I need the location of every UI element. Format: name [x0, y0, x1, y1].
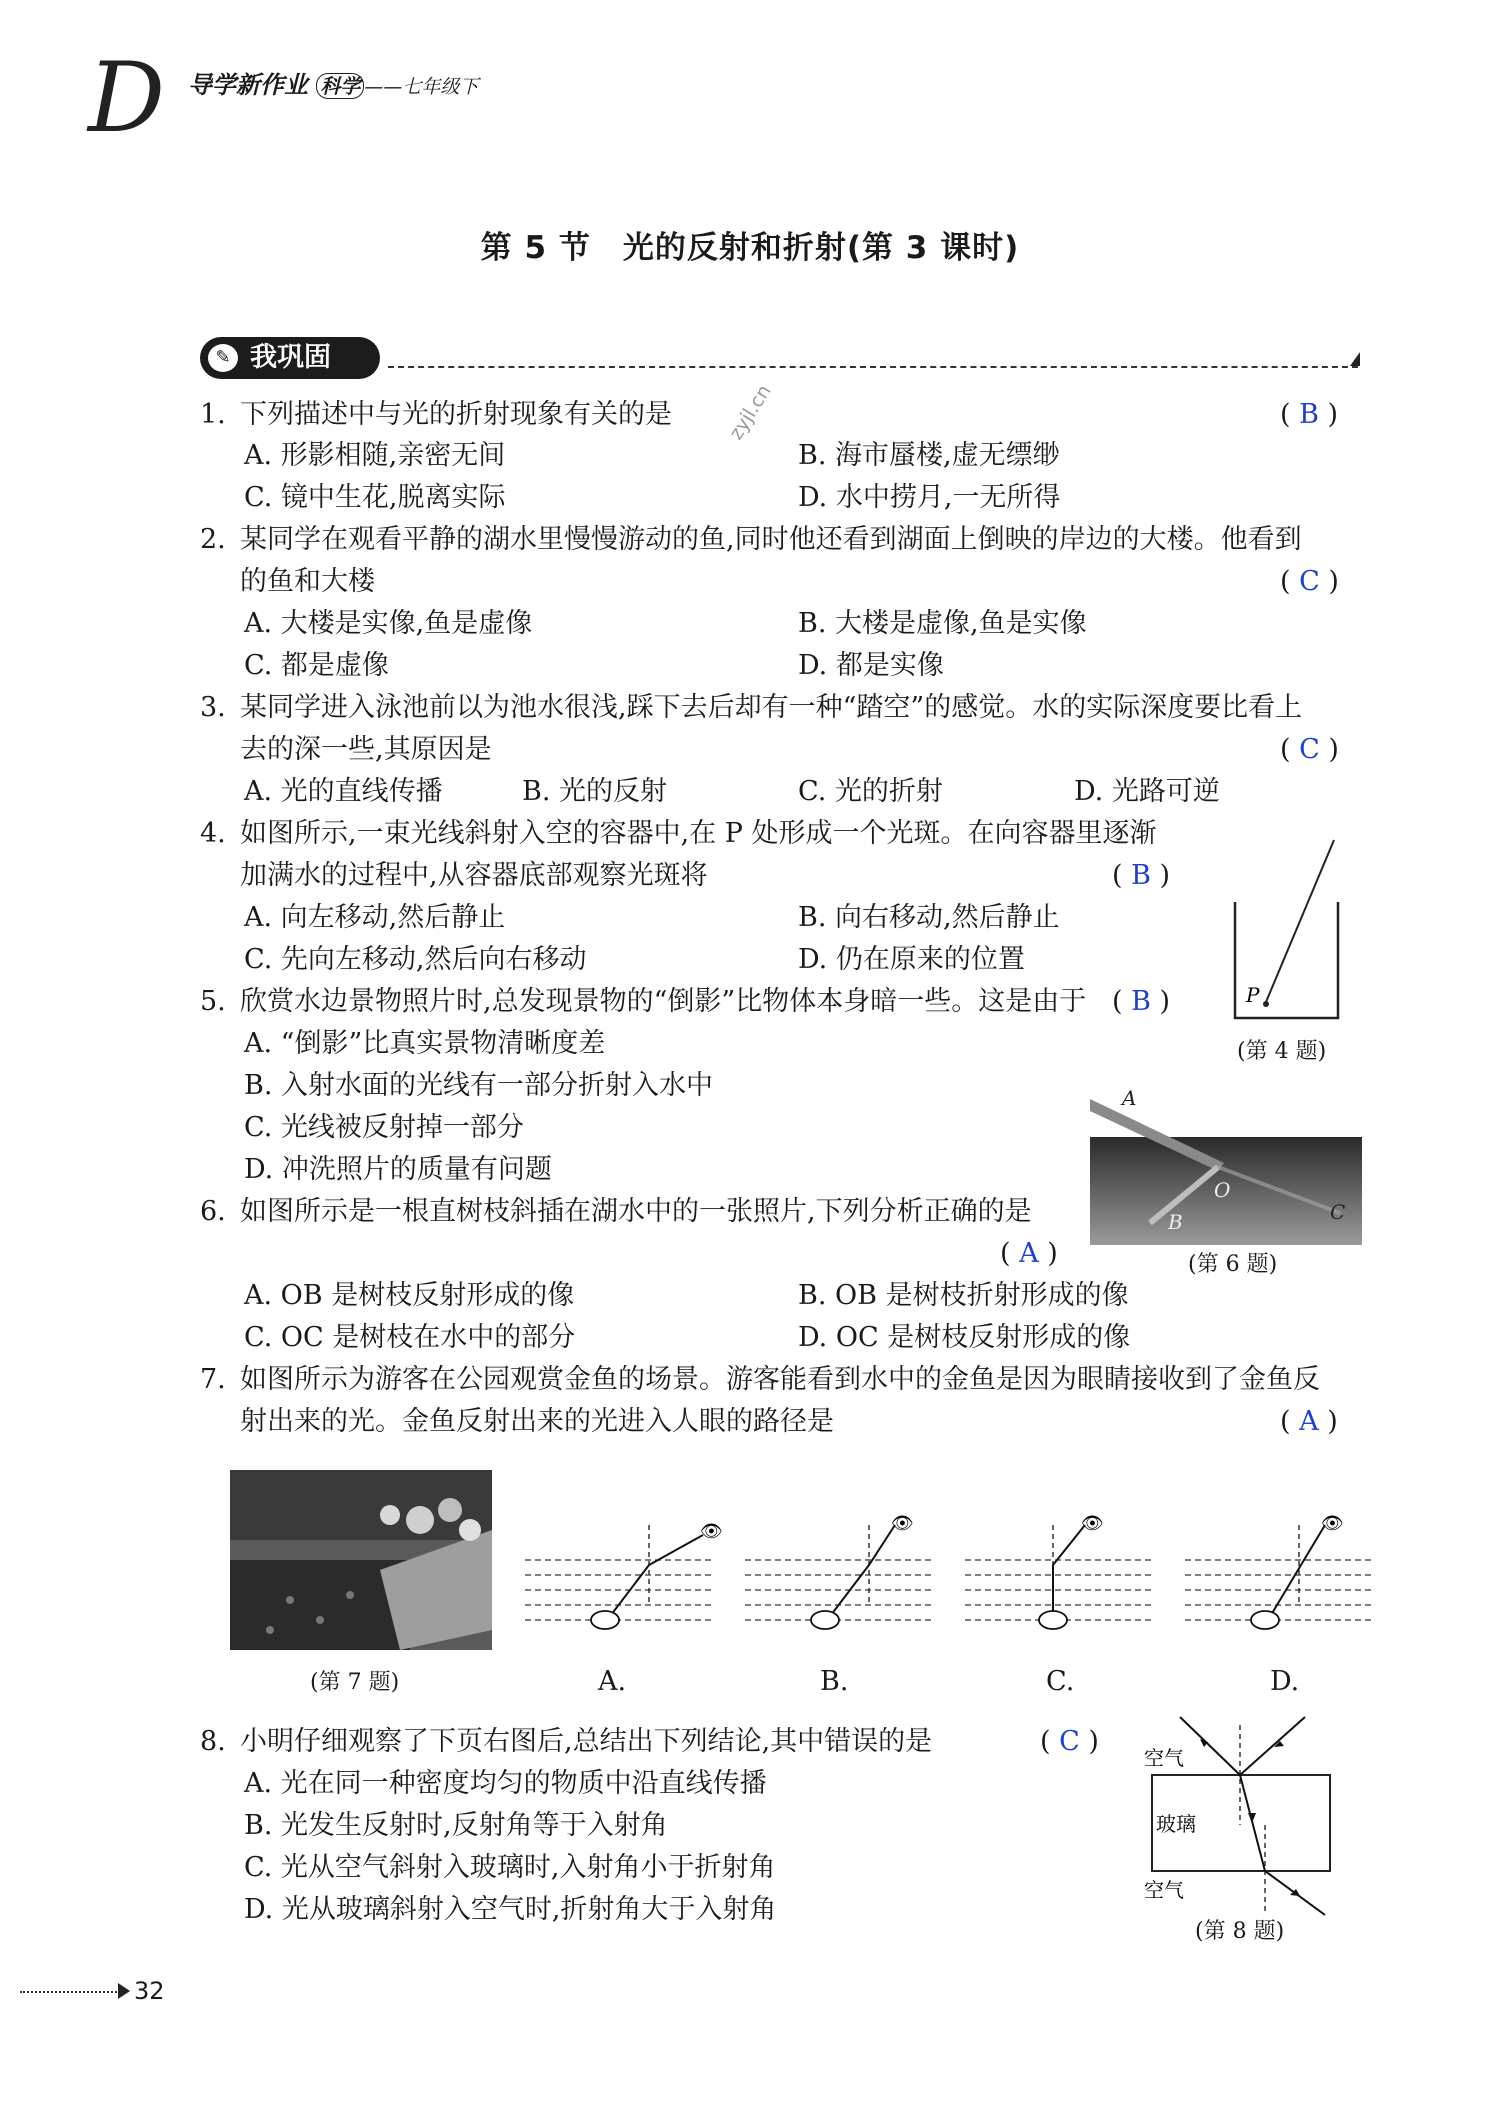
- q4-option-d: D. 仍在原来的位置: [798, 944, 1025, 975]
- q8-answer: ( C ): [1040, 1726, 1099, 1757]
- light-spot: [1263, 1001, 1269, 1007]
- q7-photo: [230, 1470, 492, 1650]
- reflected-ray: [1240, 1717, 1305, 1775]
- q4-option-a: A. 向左移动,然后静止: [244, 902, 506, 933]
- label-air-top: 空气: [1144, 1746, 1184, 1770]
- label-air-bottom: 空气: [1144, 1878, 1184, 1902]
- q8-figure: [1140, 1705, 1380, 1925]
- q4-stem-line1: 如图所示,一束光线斜射入空的容器中,在 P 处形成一个光斑。在向容器里逐渐: [240, 818, 1157, 849]
- q7-label-a: A.: [598, 1666, 627, 1697]
- q6-option-a: A. OB 是树枝反射形成的像: [244, 1280, 575, 1311]
- q5-option-c: C. 光线被反射掉一部分: [244, 1112, 524, 1143]
- q1-option-b: B. 海市蜃楼,虚无缥缈: [798, 440, 1060, 471]
- q8-option-d: D. 光从玻璃斜射入空气时,折射角大于入射角: [244, 1894, 777, 1925]
- q7-diagram-a: [525, 1515, 723, 1645]
- q5-option-b: B. 入射水面的光线有一部分折射入水中: [244, 1070, 714, 1101]
- label-a: A: [1122, 1086, 1137, 1110]
- pencil-icon: ✎: [208, 344, 238, 372]
- q6-figure: [1090, 1085, 1362, 1245]
- corner-mark-icon: [1350, 352, 1360, 366]
- q6-option-d: D. OC 是树枝反射形成的像: [798, 1322, 1131, 1353]
- label-o: O: [1214, 1178, 1231, 1202]
- q7-diagram-b: [745, 1515, 935, 1645]
- q8-option-c: C. 光从空气斜射入玻璃时,入射角小于折射角: [244, 1852, 776, 1883]
- section-divider: [388, 366, 1358, 368]
- q7-stem-line2: 射出来的光。金鱼反射出来的光进入人眼的路径是: [240, 1406, 834, 1437]
- q8-stem: 小明仔细观察了下页右图后,总结出下列结论,其中错误的是: [240, 1726, 933, 1757]
- q2-answer: ( C ): [1280, 566, 1339, 597]
- q3-answer: ( C ): [1280, 734, 1339, 765]
- q3-stem-line2: 去的深一些,其原因是: [240, 734, 492, 765]
- q7-answer: ( A ): [1280, 1406, 1338, 1437]
- q3-number: 3.: [200, 692, 226, 723]
- q6-answer: ( A ): [1000, 1238, 1058, 1269]
- q7-label-c: C.: [1046, 1666, 1075, 1697]
- q6-option-b: B. OB 是树枝折射形成的像: [798, 1280, 1129, 1311]
- label-b: B: [1168, 1210, 1183, 1234]
- q7-label-b: B.: [820, 1666, 849, 1697]
- arrow-right-icon: [118, 1983, 130, 1999]
- incident-ray: [1180, 1717, 1240, 1775]
- q1-option-a: A. 形影相随,亲密无间: [244, 440, 506, 471]
- q2-option-a: A. 大楼是实像,鱼是虚像: [244, 608, 533, 639]
- q5-stem: 欣赏水边景物照片时,总发现景物的“倒影”比物体本身暗一些。这是由于: [240, 986, 1087, 1017]
- light-ray: [1266, 840, 1334, 1002]
- q2-option-b: B. 大楼是虚像,鱼是实像: [798, 608, 1087, 639]
- q3-option-a: A. 光的直线传播: [244, 776, 443, 807]
- q8-number: 8.: [200, 1726, 226, 1757]
- label-p: P: [1246, 983, 1260, 1007]
- label-c: C: [1330, 1200, 1346, 1224]
- q5-option-d: D. 冲洗照片的质量有问题: [244, 1154, 552, 1185]
- q4-figure-caption: (第 4 题): [1237, 1039, 1327, 1064]
- svg-text:👁: 👁: [1081, 1513, 1104, 1534]
- book-title: 导学新作业: [188, 71, 308, 99]
- q7-number: 7.: [200, 1364, 226, 1395]
- q3-option-b: B. 光的反射: [522, 776, 668, 807]
- refracted-ray: [1240, 1775, 1265, 1871]
- q8-figure-caption: (第 8 题): [1195, 1919, 1285, 1944]
- section-header: 我巩固: [200, 337, 380, 379]
- q4-answer: ( B ): [1112, 860, 1171, 891]
- q5-option-a: A. “倒影”比真实景物清晰度差: [244, 1028, 606, 1059]
- label-glass: 玻璃: [1156, 1812, 1196, 1836]
- q3-option-c: C. 光的折射: [798, 776, 943, 807]
- q8-option-a: A. 光在同一种密度均匀的物质中沿直线传播: [244, 1768, 767, 1799]
- subject-badge: 科学: [316, 73, 364, 99]
- q6-stem: 如图所示是一根直树枝斜插在湖水中的一张照片,下列分析正确的是: [240, 1196, 1032, 1227]
- q2-stem-line1: 某同学在观看平静的湖水里慢慢游动的鱼,同时他还看到湖面上倒映的岸边的大楼。他看到: [240, 524, 1302, 555]
- q2-number: 2.: [200, 524, 226, 555]
- page-title: 第 5 节 光的反射和折射(第 3 课时): [480, 230, 1020, 266]
- q4-option-b: B. 向右移动,然后静止: [798, 902, 1060, 933]
- q4-number: 4.: [200, 818, 226, 849]
- q8-option-b: B. 光发生反射时,反射角等于入射角: [244, 1810, 668, 1841]
- q3-stem-line1: 某同学进入泳池前以为池水很浅,踩下去后却有一种“踏空”的感觉。水的实际深度要比看上: [240, 692, 1303, 723]
- svg-text:👁: 👁: [700, 1521, 723, 1542]
- q2-option-c: C. 都是虚像: [244, 650, 389, 681]
- q4-figure: [1220, 830, 1350, 1030]
- svg-text:👁: 👁: [1321, 1513, 1344, 1534]
- q2-stem-line2: 的鱼和大楼: [240, 566, 375, 597]
- q1-number: 1.: [200, 399, 226, 430]
- q3-option-d: D. 光路可逆: [1074, 776, 1220, 807]
- page-number: 32: [134, 1977, 165, 2005]
- q5-number: 5.: [200, 986, 226, 1017]
- q5-answer: ( B ): [1112, 986, 1171, 1017]
- header-title: [188, 70, 478, 102]
- q7-diagram-c: [965, 1515, 1155, 1645]
- grade: ——七年级下: [364, 76, 479, 98]
- svg-text:👁: 👁: [891, 1513, 914, 1534]
- q7-diagram-d: [1185, 1515, 1375, 1645]
- q6-option-c: C. OC 是树枝在水中的部分: [244, 1322, 576, 1353]
- q7-label-d: D.: [1270, 1666, 1300, 1697]
- q1-option-d: D. 水中捞月,一无所得: [798, 482, 1061, 513]
- q6-figure-caption: (第 6 题): [1188, 1252, 1278, 1277]
- q2-option-d: D. 都是实像: [798, 650, 944, 681]
- header-logo: D: [88, 42, 165, 154]
- q1-stem: 下列描述中与光的折射现象有关的是: [240, 399, 672, 430]
- q7-stem-line1: 如图所示为游客在公园观赏金鱼的场景。游客能看到水中的金鱼是因为眼睛接收到了金鱼反: [240, 1364, 1320, 1395]
- q7-figure-caption: (第 7 题): [310, 1670, 400, 1695]
- q6-number: 6.: [200, 1196, 226, 1227]
- q1-option-c: C. 镜中生花,脱离实际: [244, 482, 506, 513]
- q4-option-c: C. 先向左移动,然后向右移动: [244, 944, 587, 975]
- q4-stem-line2: 加满水的过程中,从容器底部观察光斑将: [240, 860, 708, 891]
- page-number-leader: [20, 1991, 120, 1993]
- watermark: zyjl.cn: [725, 380, 776, 444]
- q1-answer: ( B ): [1280, 399, 1339, 430]
